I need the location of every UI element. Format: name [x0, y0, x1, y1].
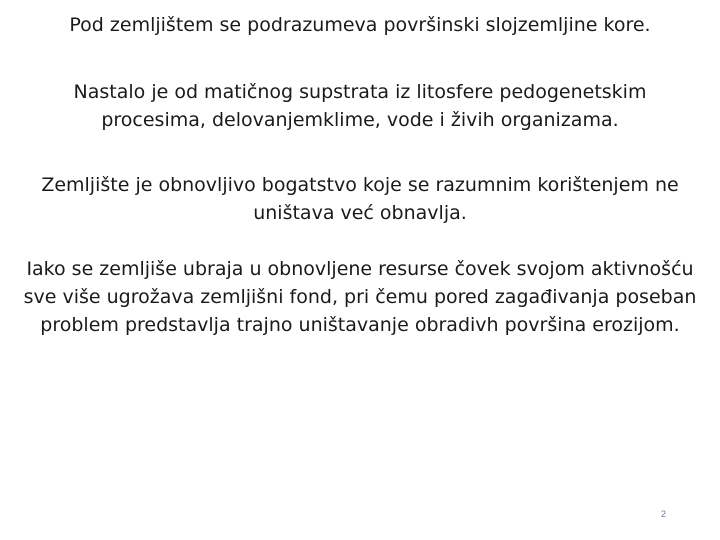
paragraph-soil-origin: Nastalo je od matičnog supstrata iz litosfere pedogenetskim procesima, delovanjemklime, vode i živih organizama. [73, 81, 647, 131]
paragraph-soil-definition: Pod zemljištem se podrazumeva površinski slojzemljine kore. [69, 14, 651, 36]
paragraph-renewable-resource: Zemljište je obnovljivo bogatstvo koje se razumnim korištenjem ne uništava već obnavlja. [41, 174, 679, 224]
paragraph-erosion-threat: Iako se zemljiše ubraja u obnovljene resurse čovek svojom aktivnošću sve više ugrožava zemljišni fond, pri čemu pored zagađivanja poseban problem predstavlja trajno uništavanje obradivh površina erozijom. [23, 258, 697, 336]
slide-number: 2 [660, 509, 666, 519]
